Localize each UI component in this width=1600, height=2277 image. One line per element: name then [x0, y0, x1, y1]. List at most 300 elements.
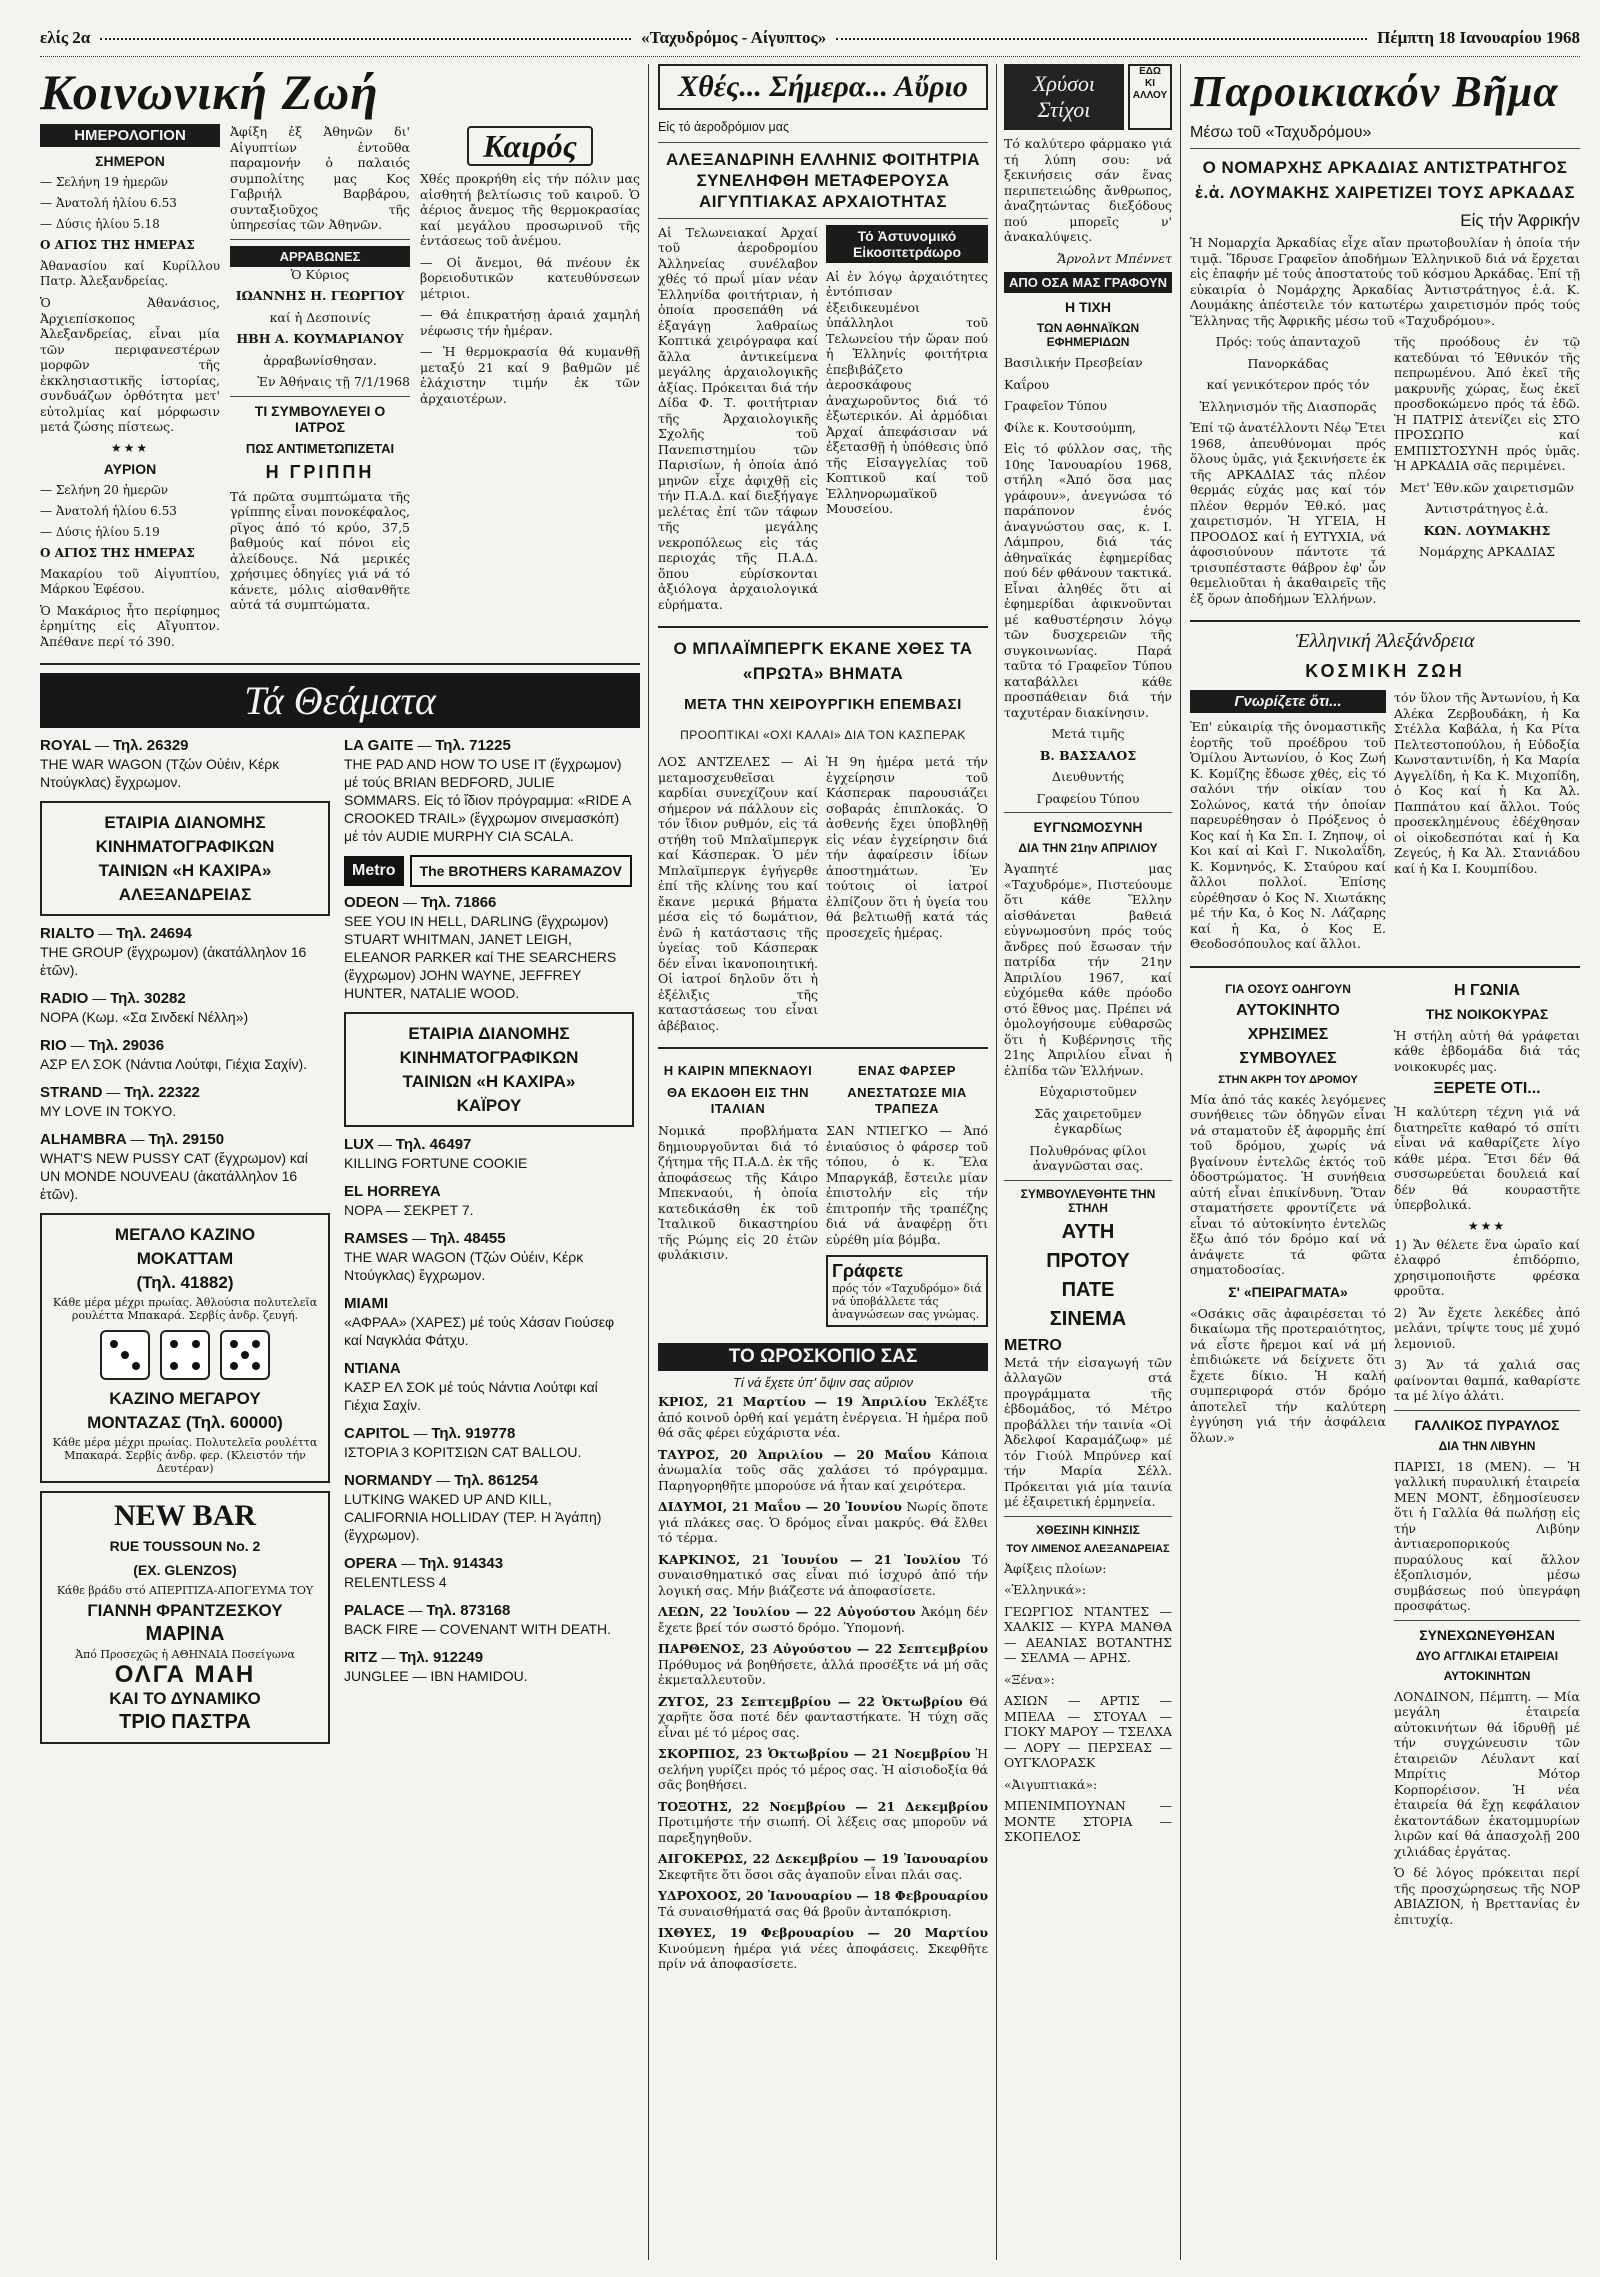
casino-phone: (Τηλ. 41882) [136, 1273, 234, 1292]
cinema-head-2: ΑΥΤΗ [1061, 1220, 1115, 1243]
theatre-film: LUTKING WAKED UP AND KILL, CALIFORNIA HOLLIDAY (ΤΕΡ. Η Ἀγάπη) (ἔγχρωμον). [344, 1491, 602, 1543]
almanac-heading: ΗΜΕΡΟΛΟΓΙΟΝ [40, 124, 220, 147]
knowing-body: Ἡ καλύτερη τέχνη γιά νά διατηρεῖτε καθαρό τό σπίτι εἶναι νά καθαρίζετε λίγο κάθε μέρα. Ἔτσι δέν θά συσσωρεύεται δουλειά καί δέν θά κουραστῆτε ὑπερβολικά. [1394, 1104, 1580, 1212]
engagement-line-2: ΙΩΑΝΝΗΣ Η. ΓΕΩΡΓΙΟΥ [235, 288, 405, 303]
kahira-line: ΚΙΝΗΜΑΤΟΓΡΑΦΙΚΩΝ [399, 1048, 579, 1067]
new-bar-ad [40, 1491, 330, 1744]
horoscope-entry [658, 1394, 988, 1441]
france-head-1: ΓΑΛΛΙΚΟΣ ΠΥΡΑΥΛΟΣ [1414, 1416, 1560, 1433]
bar-trio: ΚΑΙ ΤΟ ΔΥΝΑΜΙΚΟ [109, 1689, 261, 1708]
almanac-tomorrow-line-1: — Σελήνη 20 ἡμερῶν [40, 482, 169, 497]
theatre-name: LA GAITE [344, 737, 414, 754]
theatre-tel: Τηλ. 29150 [148, 1131, 225, 1148]
theatre-name: RIO [40, 1037, 67, 1054]
letter-to-2: Καΐρου [1004, 376, 1050, 392]
theatre-listing: RIALTO — Τηλ. 24694 THE GROUP (ἔγχρωμον) (ἀκατάλληλον 16 ἐτῶν). [40, 925, 307, 978]
cars-head-3: ΑΥΤΟΚΙΝΗΤΩΝ [1443, 1668, 1531, 1683]
port-line-3: «Ξένα»: [1004, 1671, 1055, 1687]
student-article-body: Αἱ Τελωνειακαί Ἀρχαί τοῦ ἀεροδρομίου Ἀλληνείας συνέλαβον χθές τό πρωΐ μίαν νέαν Ἑλληνίδα φοιτήτριαν, ἡ ὁποία προσεπάθη νά ἐξαγάγῃ λαθραίως Κοπτικά χειρόγραφα καί ἄλλα ἀντικείμενα μεγάλης ἀρχαιολογικῆς ἀξίας. Πρόκειται διά τήν Δίδα Φ. Τ. φοιτήτριαν τῆς Ἀρχαιολογικῆς Σχολῆς τοῦ Πανεπιστημίου τῶν Παρισίων, ἡ ὁποία ἀπό μηνῶν εἶχε ἀφιχθῇ εἰς τήν Π.Α.Δ. καί διεξήγαγε μελέτας ἐπί τῶν τάφων τῆς μεγάλης νεκροπόλεως εἰς τάς περιοχάς τῆς Π.Α.Δ. ὅπου εὑρίσκονται ἀξιόλογα ἀρχαιολογικά εὑρήματα. [658, 224, 818, 612]
corner-box-line: ΚΙ [1145, 78, 1155, 89]
golden-verse-author: Ἄρνολντ Μπέννετ [1057, 250, 1172, 266]
bar-with: ΜΑΡΙΝΑ [145, 1623, 225, 1645]
horoscope-text: Κάποια ἀνωμαλία τοῦς σᾶς χαλάσει τό πρόγραμμα. Παρηγορηθῆτε μπορούσε νά ἦταν καί χειρότερα. [658, 1446, 988, 1493]
die-icon [160, 1330, 210, 1380]
bar-address: (EX. GLENZOS) [133, 1562, 237, 1578]
column-rule [648, 64, 649, 2260]
theatre-tel: Τηλ. 912249 [399, 1649, 484, 1666]
loumakis-sig-2: Ἀντιστράτηγος ἐ.ἀ. [1425, 501, 1549, 516]
headline-student: ΑΛΕΞΑΝΔΡΙΝΗ ΕΛΛΗΝΙΣ ΦΟΙΤΗΤΡΙΑ ΣΥΝΕΛΗΦΘΗ ΜΕΤΑΦΕΡΟΥΣΑ ΑΙΓΥΠΤΙΑΚΑΣ ΑΡΧΑΙΟΤΗΤΑΣ [665, 149, 980, 211]
engagement-line-4: ΗΒΗ Α. ΚΟΥΜΑΡΙΑΝΟΥ [236, 331, 404, 346]
engagement-line-5: ἀρραβωνίσθησαν. [263, 352, 377, 368]
theatre-name: EL HORREYA [344, 1183, 441, 1200]
thanks-subheading: ΔΙΑ ΤΗΝ 21ην ΑΠΡΙΛΙΟΥ [1018, 841, 1158, 855]
port-line-4: ΑΣΙΩΝ — ΑΡΤΙΣ — ΜΠΕΛΑ — ΣΤΟΥΑΛ — ΓΙΟΚΥ ΜΑΡΟΥ — ΤΣΕΛΧΑ — ΛΟΡΥ — ΠΕΡΣΕΑΣ — ΟΥΓΚΛΟΡΑΣΚ [1004, 1693, 1172, 1770]
weather-text: Χθές προκρήθη εἰς τήν πόλιν μας αἰσθητή βελτίωσις τοῦ καιροῦ. Ὁ ἀέριος ἄνεμος τῆς θερμοκρασίας καί μεγάλου προσωρινοῦ τῆς ἐντάσεως τοῦ ἀνέμου. [420, 171, 640, 248]
letter-greeting: Φίλε κ. Κουτσούμπη, [1004, 419, 1137, 435]
kahira-line: ΚΑΪΡΟΥ [456, 1096, 522, 1115]
masthead [40, 20, 1580, 57]
theatre-tel: Τηλ. 873168 [426, 1602, 511, 1619]
horoscope-entry [658, 1641, 988, 1688]
kahira-ad-cairo [344, 1012, 634, 1127]
drivers-head-2: ΑΥΤΟΚΙΝΗΤΟ [1236, 1001, 1340, 1019]
theatre-name: LUX [344, 1136, 374, 1153]
metro-label: METRO [1004, 1336, 1062, 1354]
horoscope-text: Τά συναισθήματά σας θά βροῦν ἀνταπόκριση. [658, 1903, 952, 1919]
social-body: Ἐπ' εὐκαιρίᾳ τῆς ὀνομαστικῆς ἑορτῆς τοῦ προέδρου τοῦ Ὁμίλου Ἀντωνίου, ὁ Κος Ζωή Κ. Κομίζης ἔδωσε χθές, εἰς τό σαλόνι τήν οἰκίαν του Σολώνος, κατά τήν ὁποίαν παρευρέθησαν ὁ Πρόξενος ὁ Κος καί ἡ Κα Σπ. Ι. Ζηποψ, οἱ Κοι καί αἱ Καὶ Γ. Νικολαΐδη, Κ. Κομνηνός, Κ. Σταύρου καί ἄλλοι πολλοί. Ἐπίσης εὑρέθησαν ὁ Κος Ν. Χιωτάκης μέ τήν Κα, ὁ Κος Ν. Λάζαρης καί ἡ Κα, ὁ Κος Ε. Θεοδοσόπουλος καί ἄλλοι. [1190, 719, 1386, 951]
horoscope-entry [658, 1888, 988, 1919]
write-to-us-box [826, 1255, 988, 1327]
engagement-line-6: Ἐν Ἀθήναις τῇ 7/1/1968 [257, 374, 410, 389]
theatres-right [344, 736, 634, 1752]
weather [420, 124, 640, 655]
horoscope-sign: ΣΚΟΡΠΙΟΣ, 23 Ὀκτωβρίου — 21 Νοεμβρίου [658, 1746, 971, 1761]
separator-stars: ★★★ [1467, 1218, 1507, 1233]
metro-badge: Metro [344, 856, 404, 886]
letter-title-1: Η ΤΙΧΗ [1065, 299, 1111, 315]
column-letters [1004, 64, 1172, 2260]
weather-line-2: — Θά ἐπικρατήσῃ ἀραιά χαμηλή νέφωσις τήν ἡμέραν. [420, 307, 640, 338]
drivers-experiment-body: «Οσάκις σᾶς ἀφαιρέσεται τό δικαίωμα τῆς προτεραιότητος, νά εἶστε ἤρεμοι καί νά μή ἐπιδιώκετε νά δείχνετε ὅτι ἔχετε δίκιο. Ἡ καλή συμπεριφορά στόν δρόμο ἀποτελεῖ τήν καλύτερη ἐγγύηση γιά τήν ἀσφάλεια ὅλων.» [1190, 1305, 1386, 1445]
housewife-head-2: ΤΗΣ ΝΟΙΚΟΚΥΡΑΣ [1425, 1005, 1549, 1022]
write-to-us-text: πρός τόν «Ταχυδρόμο» διά νά ὑποβάλλετε τάς ἀναγνώσεων σας γνώμας. [832, 1282, 982, 1321]
golden-verses-title: Χρύσοι Στίχοι [1004, 64, 1124, 130]
theatre-listing: LUX — Τηλ. 46497 KILLING FORTUNE COOKIE [344, 1136, 528, 1171]
port-line-6: ΜΠΕΝΙΜΠΟΥΝΑΝ — ΜΟΝΤΕ ΣΤΟΡΙΑ — ΣΚΟΠΕΛΟΣ [1004, 1798, 1172, 1844]
theatre-listing: OPERA — Τηλ. 914343 RELENTLESS 4 [344, 1555, 504, 1590]
engagements-heading: ΑΡΡΑΒΩΝΕΣ [230, 246, 410, 267]
horoscope-entry [658, 1499, 988, 1546]
engagement-line-3: καί ἡ Δεσποινίς [269, 309, 371, 325]
drivers-head-3: ΧΡΗΣΙΜΕΣ [1247, 1025, 1329, 1043]
port-line-2: ΓΕΩΡΓΙΟΣ ΝΤΑΝΤΕΣ — ΧΑΛΚΙΣ — ΚΥΡΑ ΜΑΝΘΑ — ΑΕΑΝΙΑΣ ΒΟΤΑΝΤΗΣ — ΣΕΛΜΑ — ΑΡΗΣ. [1004, 1603, 1172, 1665]
port-arrivals-label: Ἀφίξεις πλοίων: [1004, 1560, 1107, 1576]
theatre-tel: Τηλ. 46497 [395, 1136, 472, 1153]
theatre-tel: Τηλ. 914343 [419, 1555, 504, 1572]
casino2-text: Κάθε μέρα μέχρι πρωίας. Πολυτελεῖα ρουλέττα Μπακαρά. Σερβίς ἀνδρ. φερ. (Κλειστόν τήν Δευτέραν) [52, 1436, 318, 1475]
almanac-tomorrow-label: ΑΥΡΙΟΝ [103, 460, 157, 477]
port-line-5: «Ἀιγυπτιακά»: [1004, 1776, 1098, 1792]
horoscope-subtitle: Τί νά ἔχετε ὑπ' ὄψιν σας αὔριον [732, 1375, 914, 1390]
theatre-listing: RAMSES — Τηλ. 48455 THE WAR WAGON (Τζών Οὐέιν, Κέρκ Ντούγκλας) ἔγχρωμον. [344, 1230, 584, 1283]
casino2-name: ΚΑΖΙΝΟ ΜΕΓΑΡΟΥ [109, 1389, 261, 1408]
weather-line-3: — Ἡ θερμοκρασία θά κυμανθῇ μεταξύ 21 καί 9 βαθμῶν μέ ἐλάχιστην τιμήν ἐκ τῶν ἀρχαιοτέρων. [420, 344, 640, 406]
theatre-name: CAPITOL [344, 1425, 410, 1442]
horoscope-entry [658, 1799, 988, 1846]
community-subtitle: Μέσω τοῦ «Ταχυδρόμου» [1190, 124, 1372, 141]
knowing-item-1: 1) Ἄν θέλετε ἕνα ὡραῖο καί ἐλαφρό ἐπιδόρπιο, χρησιμοποιῆστε φρέσκα φροῦτα. [1394, 1236, 1580, 1298]
horoscope-text: Πρόθυμος νά βοηθήσετε, ἀλλά προσέξτε νά μή σᾶς ἐκμεταλλευτοῦν. [658, 1656, 988, 1687]
loumakis-to-1: Πρός: τούς ἀπανταχοῦ [1215, 334, 1361, 349]
letter-to-3: Γραφεῖον Τύπου [1004, 398, 1107, 413]
bar-with2: Ἀπό Προσεχῶς ἡ ΑΘΗΝΑΙΑ Ποσείγωνα [75, 1648, 295, 1661]
theatre-name: NORMANDY [344, 1472, 433, 1489]
corner-box-line: ΕΔΩ [1139, 66, 1161, 77]
horoscope-list [658, 1394, 988, 1972]
theatre-name: PALACE [344, 1602, 405, 1619]
masthead-rule [100, 37, 631, 40]
knowing-item-2: 2) Ἄν ἔχετε λεκέδες ἀπό μελάνι, τρίψτε τους μέ χυμό λεμονιοῦ. [1394, 1304, 1580, 1351]
section-alexandria: Ἑλληνική Ἀλεξάνδρεια [1295, 630, 1475, 652]
theatre-tel: Τηλ. 30282 [110, 990, 186, 1007]
headline-loumakis-sub: Εἰς τήν Ἀφρικήν [1460, 211, 1580, 230]
horoscope-sign: ΛΕΩΝ, 22 Ἰουλίου — 22 Αὐγούστου [658, 1604, 916, 1619]
kahira-line: ΕΤΑΙΡΙΑ ΔΙΑΝΟΜΗΣ [408, 1024, 570, 1043]
theatre-name: RAMSES [344, 1230, 409, 1247]
weather-title: Καιρός [467, 126, 593, 166]
karamazov-title: The BROTHERS KARAMAZOV [410, 855, 632, 887]
headline-caireen-2: ΘΑ ΕΚΔΟΘΗ ΕΙΣ ΤΗΝ ΙΤΑΛΙΑΝ [667, 1085, 809, 1116]
theatre-film: ΙΣΤΟΡΙΑ 3 ΚΟΡΙΤΣΙΩΝ CAT BALLOU. [344, 1444, 582, 1460]
theatre-tel: Τηλ. 861254 [454, 1472, 539, 1489]
newspaper-name: «Ταχυδρόμος - Αίγυπτος» [641, 28, 827, 47]
cinema-body: Μετά τήν εἰσαγωγή τῶν ἀλλαγῶν στά προγράμματα τῆς ἑβδομάδος, τό Μέτρο προβάλλει τήν ταινία «Οἱ Ἀδελφοί Καραμάζωφ» μέ τόν Γιούλ Μπρύνερ καί τήν Μαρία Σέλλ. Πρόκειται γιά μία ταινία μέ ἐξαιρετική ἐρμηνεία. [1004, 1354, 1172, 1509]
blaiberg-body: ΛΟΣ ΑΝΤΖΕΛΕΣ — Αἱ μεταμοσχευθεῖσαι καρδίαι συνεχίζουν καί σήμερον νά πάλλουν εἰς τόν ἴδιον ρυθμόν, εἰς τά στήθη τοῦ Μπλαϊμπεργκ καί Κάσπερακ. Ὁ μέν Μπλαϊμπεργκ ἐγήγερθε ἐπί τῆς κλίνης του καί ἔκανε μερικά βήματα μέσα εἰς τό δωμάτιον, ἐνῶ ἡ κατάστασις τῆς ὑγείας τοῦ Κάσπερακ δέν εἶναι ἱκανοποιητική. Οἱ ἰατροί δηλοῦν ὅτι ἡ ἐξέλιξις τῆς καταστάσεως του εἶναι ἀβέβαιος. [658, 754, 818, 1033]
headline-prankster-1: ΕΝΑΣ ΦΑΡΣΕΡ [858, 1063, 956, 1078]
write-to-us-title: Γράφετε [832, 1261, 904, 1281]
thanks-heading: ΕΥΓΝΩΜΟΣΥΝΗ [1033, 819, 1143, 835]
theatre-film: SEE YOU IN HELL, DARLING (ἔγχρωμον) STUART WHITMAN, JANET LEIGH, ELEANOR PARKER καί THE SEARCHERS (ἔγχρωμον) JOHN WAYNE, JEFFREY HUNTER, NATALIE WOOD. [344, 913, 617, 1001]
kahira-line: ΕΤΑΙΡΙΑ ΔΙΑΝΟΜΗΣ [104, 813, 266, 832]
theatre-film: WHAT'S NEW PUSSY CAT (ἔγχρωμον) καί UN MONDE NOUVEAU (ἀκατάλληλον 16 ἐτῶν). [40, 1150, 308, 1202]
engagement-line-1: Ὁ Κύριος [290, 266, 350, 282]
theatre-film: THE GROUP (ἔγχρωμον) (ἀκατάλληλον 16 ἐτῶν). [40, 944, 307, 978]
column-rule [996, 64, 997, 2260]
bar-star: ΟΛΓΑ ΜΑΗ [114, 1661, 256, 1688]
horoscope-sign: ΤΑΥΡΟΣ, 20 Ἀπριλίου — 20 Μαΐου [658, 1446, 931, 1462]
france-body: ΠΑΡΙΣΙ, 18 (ΜΕΝ). — Ἡ γαλλική πυραυλική ἑταιρεία ΜΕΝ ΜΟΝΤ, ἐδημοσίευσεν ὅτι ἡ Γαλλία θά πωλήσῃ εἰς τήν Λιβύην ἀντιαεροπορικούς πυραύλους καί ἄλλον ἐξοπλισμόν, μέσω συμβάσεως πού ὑπεγράφη προσφάτως. [1394, 1458, 1580, 1613]
housewife-head-1: Η ΓΩΝΙΑ [1454, 981, 1520, 999]
letter-sig-1: Μετά τιμῆς [1051, 726, 1125, 741]
thanks-sig-2: Σᾶς χαιρετοῦμεν ἐγκαρδίως [1034, 1105, 1142, 1136]
cinema-head-5: ΣΙΝΕΜΑ [1049, 1307, 1127, 1330]
drivers-experiment-head: Σ' «ΠΕΙΡΑΓΜΑΤΑ» [1228, 1283, 1348, 1300]
bar-artist: ΓΙΑΝΝΗ ΦΡΑΝΤΖΕΣΚΟΥ [87, 1601, 283, 1620]
theatre-name: RIALTO [40, 925, 95, 942]
horoscope-sign: ΔΙΔΥΜΟΙ, 21 Μαΐου — 20 Ἰουνίου [658, 1499, 902, 1514]
theatre-listing: RITZ — Τηλ. 912249 JUNGLEE — IBN HAMIDOU. [344, 1649, 528, 1684]
masthead-rule [836, 37, 1367, 40]
doctor-heading: ΤΙ ΣΥΜΒΟΥΛΕΥΕΙ Ο ΙΑΤΡΟΣ [254, 402, 386, 435]
horoscope-text: Ἀκόμη δέν ἔχετε βρεί τόν σωστό δρόμο. Ὑπομονή. [658, 1604, 988, 1635]
social-heading: ΚΟΣΜΙΚΗ ΖΩΗ [1305, 661, 1465, 681]
almanac-today-saint: Ἀθανασίου καί Κυρίλλου Πατρ. Ἀλεξανδρείας. [40, 259, 220, 288]
bar-text: Κάθε βράδυ στό ΑΠΕΡΙΤΙΖΑ-ΑΠΟΓΕΥΜΑ ΤΟΥ [56, 1584, 314, 1597]
letter-sig-3: Διευθυντής [1051, 769, 1125, 784]
loumakis-sig-4: Νομάρχης ΑΡΚΑΔΙΑΣ [1418, 544, 1556, 559]
headline-blaiberg-sub: ΜΕΤΑ ΤΗΝ ΧΕΙΡΟΥΡΓΙΚΗ ΕΠΕΜΒΑΣΙ [684, 696, 962, 713]
casino-name: ΜΟΚΑΤΤΑΜ [136, 1249, 234, 1268]
theatre-tel: Τηλ. 919778 [431, 1425, 516, 1442]
section-title-community: Παροικιακόν Βῆμα [1190, 67, 1559, 116]
theatre-film: «ΑΦΡΑΑ» (ΧΑΡΕΣ) μέ τούς Χάσαν Γιούσεφ καί Ναγκλάα Φάτχυ. [344, 1314, 615, 1348]
horoscope-text: Θά χαρῆτε ὅσα ποτέ δέν φανταστήκατε. Ἡ τύχη σᾶς εἶναι μέ τό μέρος σας. [658, 1693, 988, 1740]
theatre-listing: ODEON — Τηλ. 71866 SEE YOU IN HELL, DARLING (ἔγχρωμον) STUART WHITMAN, JANET LEIGH, ELEANOR PARKER καί THE SEARCHERS (ἔγχρωμον) JOHN WAYNE, JEFFREY HUNTER, NATALIE WOOD. [344, 894, 617, 1001]
theatre-film: THE WAR WAGON (Τζών Οὐέιν, Κέρκ Ντούγκλας) ἔγχρωμον. [40, 756, 280, 790]
almanac-today-label: ΣΗΜΕΡΟΝ [95, 153, 165, 169]
theatre-listing [344, 1294, 634, 1349]
theatre-listing [344, 1182, 634, 1219]
horoscope-text: Ἐκλέξτε ἀπό κοινοῦ ὀρθή καί γεμάτη ἐνέργεια. Ἡ ἡμέρα ποῦ θά σᾶς φέρει εὐχάριστα νέα. [658, 1394, 988, 1440]
theatre-film: ΝΟΡΑ (Κωμ. «Σα Σινδεκί Νέλλη») [40, 1009, 249, 1025]
theatre-name: MIAMI [344, 1295, 389, 1312]
separator-stars: ★★★ [110, 440, 150, 455]
banner-yesterday-today: Χθές... Σήμερα... Αὔριο [658, 64, 988, 110]
student-article-body-2: Αἱ ἐν λόγῳ ἀρχαιότητες ἐντόπισαν ἐξειδικευμένοι ὑπάλληλοι τοῦ Τελωνείου τήν ὥραν πού ἡ Ἑλληνίς φοιτήτρια ἐπεβιβάζετο ἀεροσκάφους ἀναχωροῦντος διά τό ἐξωτερικόν. Αἱ ἀρμόδιαι Ἀρχαί ἀπεφάσισαν νά ἐξετασθῇ ἡ ὑπόθεσις ὑπό τῆς Εἰσαγγελίας τοῦ Κοπτικοῦ καί τοῦ Ἑλληνορωμαϊκοῦ Μουσείου. [826, 268, 988, 516]
theatre-name: ΝΤΙΑΝΑ [344, 1360, 401, 1377]
theatre-name: OPERA [344, 1555, 398, 1572]
column-community [1190, 64, 1580, 2260]
cars-body-2: Ὁ δέ λόγος πρόκειται περί τῆς προσχώρησεως τῆς NOP ABIAZION, ἡ Βρεττανίας ἐν ἐπιτυχίᾳ. [1394, 1865, 1580, 1927]
headline-blaiberg: Ο ΜΠΛΑΪΜΠΕΡΓΚ ΕΚΑΝΕ ΧΘΕΣ ΤΑ «ΠΡΩΤΑ» ΒΗΜΑΤΑ [673, 639, 973, 683]
almanac-tomorrow-line-3: — Δύσις ἡλίου 5.19 [40, 524, 160, 539]
theatre-listing [344, 1359, 634, 1414]
horoscope-sign: ΚΑΡΚΙΝΟΣ, 21 Ἰουνίου — 21 Ἰουλίου [658, 1551, 961, 1567]
almanac-tomorrow-saint-head: Ο ΑΓΙΟΣ ΤΗΣ ΗΜΕΡΑΣ [40, 545, 195, 560]
loumakis-sig-1: Μετ' Ἐθν.κῶν χαιρετισμῶν [1400, 479, 1574, 495]
horoscope-entry [658, 1447, 988, 1494]
theatre-name: STRAND [40, 1084, 103, 1101]
letter-sig-2: Β. ΒΑΣΣΑΛΟΣ [1039, 747, 1137, 763]
kahira-line: ΚΙΝΗΜΑΤΟΓΡΑΦΙΚΩΝ [95, 837, 275, 856]
casino-mokattam-ad [40, 1213, 330, 1483]
theatre-tel: Τηλ. 71866 [420, 894, 497, 911]
casino-name: ΜΕΓΑΛΟ ΚΑΖΙΝΟ [114, 1225, 256, 1244]
kahira-line: ΑΛΕΞΑΝΔΡΕΙΑΣ [118, 885, 252, 904]
theatres-left [40, 736, 330, 1752]
newspaper-page [40, 20, 1580, 2260]
theatre-listing: CAPITOL — Τηλ. 919778 ΙΣΤΟΡΙΑ 3 ΚΟΡΙΤΣΙΩΝ CAT BALLOU. [344, 1425, 582, 1460]
loumakis-to-2: Πανορκάδας [1247, 355, 1329, 371]
theatre-tel: Τηλ. 24694 [116, 925, 192, 942]
horoscope-title: ΤΟ ΩΡΟΣΚΟΠΙΟ ΣΑΣ [658, 1343, 988, 1371]
horoscope-entry [658, 1746, 988, 1793]
doctor-text: Τά πρῶτα συμπτώματα τῆς γρίππης εἶναι πονοκέφαλος, ρῖγος ἀπό τό κρύο, 37,5 βαθμούς καί πόνοι εἰς ἀλείδουςε. Νά μερικές χρήσιμες ὁδηγίες γιά νά τό κάνετε, μόλις αἰσθανθῆτε αὐτά τά συμπτώματα. [230, 488, 410, 612]
column-social-life [40, 64, 640, 2260]
theatre-tel: Τηλ. 71225 [435, 737, 511, 754]
theatre-listing: NORMANDY — Τηλ. 861254 LUTKING WAKED UP AND KILL, CALIFORNIA HOLLIDAY (ΤΕΡ. Η Ἀγάπη) (ἔγχρωμον). [344, 1472, 602, 1543]
bar-address: RUE TOUSSOUN No. 2 [109, 1538, 261, 1554]
theatre-listing: PALACE — Τηλ. 873168 BACK FIRE — COVENANT WITH DEATH. [344, 1602, 612, 1637]
headline-caireen-1: Η ΚΑΙΡΙΝ ΜΠΕΚΝΑΟΥΙ [663, 1063, 813, 1078]
horoscope-sign: ΠΑΡΘΕΝΟΣ, 23 Αὐγούστου — 22 Σεπτεμβρίου [658, 1641, 988, 1656]
section-title-social-life: Κοινωνική Ζωή [40, 64, 379, 120]
did-you-know-box: Γνωρίζετε ὅτι... [1190, 690, 1386, 713]
horoscope-sign: ΚΡΙΟΣ, 21 Μαρτίου — 19 Ἀπριλίου [658, 1394, 927, 1409]
kahira-line: ΤΑΙΝΙΩΝ «Η ΚΑΧΙΡΑ» [402, 1072, 576, 1091]
announcements [230, 124, 410, 655]
theatre-name: ROYAL [40, 737, 92, 754]
theatre-film: THE WAR WAGON (Τζών Οὐέιν, Κέρκ Ντούγκλας) ἔγχρωμον. [344, 1249, 584, 1283]
horoscope-entry [658, 1552, 988, 1599]
almanac-today-line-1: — Σελήνη 19 ἡμερῶν [40, 175, 169, 189]
housewife-subtitle: Ἡ στήλη αὐτή θά γράφεται κάθε ἑβδομάδα διά τάς νοικοκυρές μας. [1394, 1027, 1580, 1074]
die-icon [100, 1330, 150, 1380]
knowing-head: ΞΕΡΕΤΕ ΟΤΙ... [1433, 1080, 1541, 1097]
headline-loumakis: Ο ΝΟΜΑΡΧΗΣ ΑΡΚΑΔΙΑΣ ΑΝΤΙΣΤΡΑΤΗΓΟΣ ἐ.ἀ. ΛΟΥΜΑΚΗΣ ΧΑΙΡΕΤΙΖΕΙ ΤΟΥΣ ΑΡΚΑΔΑΣ [1194, 158, 1576, 202]
here-and-elsewhere-box [1128, 64, 1172, 130]
horoscope-text: Ἡ σελήνη γυρίζει πρός τό μέρος σας. Ἡ αἰσιοδοξία θά σᾶς βοηθήσει. [658, 1746, 988, 1792]
horoscope-text: Προτιμήστε τήν σιωπή. Οἱ λέξεις σας μποροῦν νά παρεξηγηθοῦν. [658, 1814, 988, 1845]
dice-illustration [48, 1330, 322, 1380]
drivers-head-4: ΣΥΜΒΟΥΛΕΣ [1239, 1049, 1337, 1067]
theatre-listing: LA GAITE — Τηλ. 71225 THE PAD AND HOW TO USE IT (ἔγχρωμον) μέ τούς BRIAN BEDFORD, JULIE SOMMARS. Εἰς τό ἴδιον πρόγραμμα: «RIDE A CROOKED TRAIL» (ἔγχρωμον σινεμασκόπ) μέ τόν AUDIE MURPHY CIA SCALA. [344, 737, 631, 844]
letter-to-1: Βασιλικήν Πρεσβείαν [1004, 355, 1143, 370]
theatre-name: ODEON [344, 894, 400, 911]
cinema-head-1: ΣΥΜΒΟΥΛΕΥΘΗΤΕ ΤΗΝ ΣΤΗΛΗ [1020, 1186, 1156, 1215]
theatre-tel: Τηλ. 26329 [112, 737, 189, 754]
port-heading-1: ΧΘΕΣΙΝΗ ΚΙΝΗΣΙΣ [1036, 1522, 1140, 1537]
theatre-tel: Τηλ. 29036 [88, 1037, 165, 1054]
letter-sig-4: Γραφείου Τύπου [1036, 790, 1140, 806]
corner-box-line: ΑΛΛΟΥ [1132, 90, 1168, 101]
prankster-body: ΣΑΝ ΝΤΙΕΓΚΟ — Ἀπό ἐνιαύσιος ὁ φάρσερ τοῦ τόπου, ὁ κ. Ἔλα Μπαργκάβ, ἔστειλε μίαν ἐπιστολήν εἰς τήν ἐπιτροπήν τῆς τραπέζης διά νά ἀναφέρῃ ὅτι εὑρέθη μία βόμβα. [826, 1123, 988, 1247]
arrival-notice: Ἀφίξη ἐξ Ἀθηνῶν δι' Αἰγυπτίων ἐντοῦθα παραμονήν ὁ παλαιός συμπολίτης μας Κος Γαβριήλ Βαρβάρου, συνταξιοῦχος τῆς ὑπηρεσίας τῶν Ἀθηνῶν. [230, 124, 410, 232]
kahira-line: ΤΑΙΝΙΩΝ «Η ΚΑΧΙΡΑ» [98, 861, 272, 880]
horoscope-entry [658, 1925, 988, 1972]
almanac-today-text: Ὁ Ἀθανάσιος, Ἀρχιεπίσκοπος Ἀλεξανδρείας, εἶναι μία τῶν περιφανεστέρων μορφῶν τῆς ἐκκλησιαστικῆς ἱστορίας, συνδυάζων ὀρθότητα μετ' εὐτολμίας καί μόρφωσιν μετά ζώσης πίστεως. [40, 295, 220, 434]
column-news [658, 64, 988, 2260]
loumakis-letter: Ἐπί τῷ ἀνατέλλοντι Νέῳ Ἔτει 1968, ἀπευθύνομαι πρός ὅλους ὑμᾶς, γιά ξεκινήσετε ἐκ τῆς ΑΡΚΑΔΙΑΣ τάς πλέον θερμάς εὐχάς μας καί τόν πλέον θερμόν Ἐθ.κό. μας χαιρετισμόν. Ἡ ΥΓΕΙΑ, Η ΠΡΟΟΔΟΣ καί ἡ ΕΥΤΥΧΙΑ, νά ἀφοσιούνουν πάντοτε τά τρισυπέσταστε θάβρον ἐφ' ὧν θεμελιοῦται ἡ ἀκαθαιρεῖς τῆς ἐξ ὅρων ἀποδήμων Ἑλλήνων. [1190, 420, 1386, 606]
theatre-film: THE PAD AND HOW TO USE IT (ἔγχρωμον) μέ τούς BRIAN BEDFORD, JULIE SOMMARS. Εἰς τό ἴδιον πρόγραμμα: «RIDE A CROOKED TRAIL» (ἔγχρωμον σινεμασκόπ) μέ τόν AUDIE MURPHY CIA SCALA. [344, 756, 631, 844]
headline-prankster-2: ΑΝΕΣΤΑΤΩΣΕ ΜΙΑ ΤΡΑΠΕΖΑ [847, 1085, 967, 1116]
theatre-name: ALHAMBRA [40, 1131, 127, 1148]
issue-date: Πέμπτη 18 Ιανουαρίου 1968 [1377, 28, 1580, 47]
theatre-film: KILLING FORTUNE COOKIE [344, 1155, 528, 1171]
theatre-listing: RIO — Τηλ. 29036 ΑΣΡ ΕΛ ΣΟΚ (Νάντια Λούτφι, Γιέχια Σαχίν). [40, 1037, 308, 1072]
bar-name: NEW BAR [114, 1499, 256, 1532]
knowing-item-3: 3) Ἄν τά χαλιά σας φαίνονται θαμπά, καθαρίστε τα μέ λίγο ἀλάτι. [1394, 1357, 1580, 1403]
horoscope-text: Νωρίς ὅποτε γιά πλάκες σας. Ὁ δρόμος εἶναι μακρύς. Θά ἔλθει τό τέρμα. [658, 1499, 988, 1545]
loumakis-to-3: καί γενικότερον πρός τόν [1206, 377, 1370, 392]
theatre-film: MY LOVE IN TOKYO. [40, 1103, 177, 1119]
theatre-film: JUNGLEE — IBN HAMIDOU. [344, 1668, 528, 1684]
cinema-head-4: ΠΑΤΕ [1061, 1278, 1115, 1301]
cars-head-1: ΣΥΝΕΧΩΝΕΥΘΗΣΑΝ [1419, 1626, 1555, 1643]
thanks-body: Ἀγαπητέ μας «Ταχυδρόμε», Πιστεύουμε ὅτι κάθε Ἕλλην αἰσθάνεται βαθειά εὐγνωμοσύνη πρός τούς ἄνδρες πού ἔσωσαν τήν πατρίδα τήν 21ην Ἀπριλίου 1967, καί εὐχόμεθα κάθε πρόοδο στό ἔθνος μας. Πρέπει νά ὁμολογήσουμε εὐθαρσῶς ὅτι ἡ Κυβέρνησις τῆς 21ης Ἀπριλίου εἶναι ἡ ἐλπίδα τῶν Ἑλλήνων. [1004, 861, 1172, 1078]
loumakis-to-4: Ἑλληνισμόν τῆς Διασπορᾶς [1199, 398, 1377, 414]
horoscope-sign: ΤΟΞΟΤΗΣ, 22 Νοεμβρίου — 21 Δεκεμβρίου [658, 1798, 988, 1814]
theatre-name: RITZ [344, 1649, 378, 1666]
social-body-2: τόν ὕλον τῆς Ἀντωνίου, ἡ Κα Αλέκα Ζερβουδάκη, ἡ Κα Στέλλα Καβάλα, ἡ Κα Ρίτα Πελτεστοπούλου, ἡ Εὐδοξία Κωνσταντινίδη, ἡ Κα Μαρία Αγγελίδη, ἡ Κα Κ. Μιχοπίδη, ὁ Κος καί ἡ Κα Ἀλ. Παππάτου καί ἄλλοι. Τούς προσεκλημένους ἐδέχθησαν οἱ οἰκοδεσπόται καί ἡ Κα Ζεγεύς, ἡ Κα Ἀλ. Στανιάδου καί ἡ Κα Ι. Κουμπίδου. [1394, 690, 1580, 876]
airport-kicker: Εἰς τό ἀεροδρόμιον μας [658, 120, 789, 134]
drivers-subheading: ΣΤΗΝ ΑΚΡΗ ΤΟΥ ΔΡΟΜΟΥ [1218, 1073, 1358, 1086]
cinema-head-3: ΠΡΟΤΟΥ [1046, 1249, 1130, 1272]
theatres-banner: Τά Θεάματα [40, 673, 640, 728]
thanks-sig-1: Εὐχαριστοῦμεν [1039, 1084, 1137, 1099]
horoscope-sign: ΥΔΡΟΧΟΟΣ, 20 Ἰανουαρίου — 18 Φεβρουαρίου [658, 1888, 988, 1903]
casino-text: Κάθε μέρα μέχρι πρωίας. Ἀθλούσια πολυτελεῖα ρουλέττα Μπακαρά. Σερβίς ἀνδρ. ζευγή. [52, 1296, 318, 1322]
letter-title-2: ΤΩΝ ΑΘΗΝΑΪΚΩΝ ΕΦΗΜΕΡΙΔΩΝ [1036, 321, 1140, 349]
horoscope-sign: ΙΧΘΥΕΣ, 19 Φεβρουαρίου — 20 Μαρτίου [658, 1925, 988, 1940]
kahira-ad-alexandria [40, 801, 330, 916]
almanac-tomorrow-saint: Μακαρίου τοῦ Αἰγυπτίου, Μάρκου Ἐφέσου. [40, 566, 220, 596]
theatre-name: RADIO [40, 990, 89, 1007]
loumakis-body: Ἡ Νομαρχία Ἀρκαδίας εἶχε αἴαν πρωτοβουλίαν ἡ ὁποία τήν τιμᾷ. Ἵδρυσε Γραφεῖον ἀποδήμων Ἑλληνικοῦ διά νά ἔρχεται εἰς ἐπαφήν μέ τούς ἀποστατούς τοῦ κόσμου Ἀρκάδας. Ἐπί τῇ εὐκαιρία ὁ Νομάρχης Ἀρκαδίας Ἀντιστράτηγος ἐ.ἀ. Κ. Λουμάκης ἀπέστειλε τόν κατωτέρω χαιρετισμόν πρός τούς Ἕλληνας τῆς Ἀφρικῆς μέσω τοῦ «Ταχυδρόμου». [1190, 235, 1580, 328]
headline-blaiberg-sub2: ΠΡΟΟΠΤΙΚΑΙ «ΟΧΙ ΚΑΛΑΙ» ΔΙΑ ΤΟΝ ΚΑΣΠΕΡΑΚ [680, 728, 966, 742]
theatre-listing: ALHAMBRA — Τηλ. 29150 WHAT'S NEW PUSSY CAT (ἔγχρωμον) καί UN MONDE NOUVEAU (ἀκατάλληλον 16 ἐτῶν). [40, 1131, 308, 1202]
doctor-subheading: ΠΩΣ ΑΝΤΙΜΕΤΩΠΙΖΕΤΑΙ [245, 440, 395, 456]
horoscope-text: Σκεφτῆτε ὅτι ὅσοι σᾶς ἀγαποῦν εἶναι πλάι σας. [658, 1866, 963, 1882]
horoscope-sign: ΑΙΓΟΚΕΡΩΣ, 22 Δεκεμβρίου — 19 Ἰανουαρίου [658, 1851, 988, 1866]
drivers-head-1: ΓΙΑ ΟΣΟΥΣ ΟΔΗΓΟΥΝ [1225, 981, 1351, 996]
horoscope-entry [658, 1604, 988, 1635]
loumakis-letter-side: τῆς προόδους ἐν τῷ κατεδύναι τό Ἐθνικόν τῆς πεπρωμένου. Ἀπό ἐκεῖ τῆς μακρυνῆς χώρας, ἔως ἐκεῖ προσδοκώμενο πρός τά ἐδῶ. Ἡ ΠΑΤΡΙΣ ἀτενίζει εἰς ΣΤΟ ΠΡΟΣΩΠΟ καί ΕΜΠΙΣΤΟΣΥΝΗ πρός ὑμᾶς. Ἡ ΑΡΚΑΔΙΑ σᾶς περιμένει. [1394, 334, 1580, 473]
page-number: ελίς 2α [40, 28, 91, 47]
loumakis-sig-3: ΚΩΝ. ΛΟΥΜΑΚΗΣ [1423, 522, 1551, 538]
horoscope-entry [658, 1851, 988, 1882]
theatre-listing: RADIO — Τηλ. 30282 ΝΟΡΑ (Κωμ. «Σα Σινδεκί Νέλλη») [40, 990, 249, 1025]
horoscope-sign: ΖΥΓΟΣ, 23 Σεπτεμβρίου — 22 Ὀκτωβρίου [658, 1693, 963, 1709]
cars-head-2: ΔΥΟ ΑΓΓΛΙΚΑΙ ΕΤΑΙΡΕΙΑΙ [1415, 1648, 1559, 1663]
almanac-today-line-3: — Δύσις ἡλίου 5.18 [40, 217, 160, 231]
doctor-topic: Η ΓΡΙΠΠΗ [265, 461, 375, 482]
horoscope-entry [658, 1694, 988, 1741]
drivers-body: Μία ἀπό τάς κακές λεγόμενες συνήθειες τῶν ὁδηγῶν εἶναι νά σταματοῦν ἐξ ἀφορμῆς ἐπί τοῦ δρόμου, χωρίς νά βγαίνουν ἐντελῶς ἐκτός τοῦ ὁδοστρώματος. Ἡ συνήθεια αὐτή εἶναι ἐπικίνδυνη. Ὅταν σταματήσετε φροντίζετε νά εἶναι τό αὐτοκίνητο ἐντελῶς ἔξω ἀπό τόν δρόμο καί νά ἀνάψετε τά φῶτα σηματοδοσίας. [1190, 1091, 1386, 1277]
almanac-tomorrow-line-2: — Ἀνατολή ἡλίου 6.53 [40, 503, 177, 518]
column-rule [1180, 64, 1181, 2260]
thanks-sig-3: Πολυθρόνας φίλοι ἀναγνῶσται σας. [1029, 1142, 1147, 1173]
caireen-body: Νομικά προβλήματα δημιουργοῦνται διά τό ζήτημα τῆς Π.Α.Δ. ἐκ τῆς ἀποφάσεως τῆς Κάιρο Μπεκναούι, ἡ ὁποία κατεδικάσθη ἐκ τοῦ Ἰταλικοῦ δικαστηρίου τῆς Ρώμης εἰς 20 ἐτῶν φυλάκισιν. [658, 1123, 818, 1262]
port-line-1: «Ἑλληνικά»: [1004, 1582, 1087, 1597]
karamazov-ad [344, 855, 634, 887]
blaiberg-body-2: Ἡ 9η ἡμέρα μετά τήν ἐγχείρησιν τοῦ Κάσπερακ παρουσιάζει σοβαράς ἐπιπλοκάς. Ὁ ἀσθενής ἔχει ὑποβληθῇ εἰς νέαν ἐγχείρησιν διά τήν ἀφαίρεσιν ἰδίων ἀποστημάτων. Ἐν τούτοις οἱ ἰατροί ἐλπίζουν ὅτι ἡ ὑγεία του θά βελτιωθῇ κατά τάς προσεχεῖς ἡμέρας. [826, 754, 988, 940]
almanac-tomorrow-text: Ὁ Μακάριος ἦτο περίφημος ἐρημίτης εἰς Αἴγυπτον. Ἀπέθανε περί τό 390. [40, 602, 220, 649]
casino2-name: ΜΟΝΤΑΖΑΣ (Τηλ. 60000) [87, 1413, 283, 1432]
bar-trio: ΤΡΙΟ ΠΑΣΤΡΑ [119, 1711, 251, 1733]
port-heading-2: ΤΟΥ ΛΙΜΕΝΟΣ ΑΛΕΞΑΝΔΡΕΙΑΣ [1006, 1542, 1170, 1555]
horoscope-text: Κινούμενη ἡμέρα γιά νέες ἀποφάσεις. Σκεφθῆτε πρίν νά ἀποφασίσετε. [658, 1940, 988, 1971]
theatre-film: BACK FIRE — COVENANT WITH DEATH. [344, 1621, 612, 1637]
die-icon [220, 1330, 270, 1380]
theatre-film: ΝΟΡΑ — ΣΕΚΡΕΤ 7. [344, 1202, 474, 1218]
letters-heading: ΑΠΟ ΟΣΑ ΜΑΣ ΓΡΑΦΟΥΝ [1004, 272, 1172, 293]
theatre-listing: ROYAL — Τηλ. 26329 THE WAR WAGON (Τζών Οὐέιν, Κέρκ Ντούγκλας) ἔγχρωμον. [40, 737, 280, 790]
almanac-today-saint-head: Ο ΑΓΙΟΣ ΤΗΣ ΗΜΕΡΑΣ [40, 238, 195, 252]
weather-line-1: — Οἱ ἄνεμοι, θά πνέουν ἐκ βορειοδυτικῶν κατευθύνσεων μέτριοι. [420, 254, 640, 301]
letter-body: Εἰς τό φύλλον σας, τῆς 10ης Ἰανουαρίου 1968, στήλη «Ἀπό ὅσα μας γράφουν», ἀνεγνώσα τό παράπονον ἑνός ἀναγνώστου σας, κ. Ι. Λάμπρου, διά τάς ἀθηναϊκάς ἐφημερίδας πού δέν φθάνουν τακτικά. Εἶναι ἀληθές ὅτι αἱ ἐφημερίδαι ἀφικνοῦνται μέ καθυστέρησιν λόγῳ τῶν δυσχερειῶν τῆς συγκοινωνίας. Παρά ταῦτα τό Γραφεῖον Τύπου καταβάλλει κάθε προσπάθειαν διά τήν ταχυτέραν διακίνησιν. [1004, 441, 1172, 720]
theatre-film: ΚΑΣΡ ΕΛ ΣΟΚ μέ τούς Νάντια Λούτφι καί Γιέχια Σαχίν. [344, 1379, 598, 1413]
cars-body: ΛΟΝΔΙΝΟΝ, Πέμπτη. — Μία μεγάλη ἑταιρεία αὐτοκινήτων θά ἱδρυθῇ μέ τήν συγχώνευσιν τῶν ἑταιρειῶν Λέυλαντ καί Μπρίτις Μότορ Κορπορέισον. Ἡ νέα ἑταιρεία θά ἔχῃ κεφάλαιον ἐκατοντάδων ἑκατομμυρίων λιρῶν καί θά ἀπασχολῇ 200 χιλιάδας ἐργάτας. [1394, 1688, 1580, 1859]
theatre-film: ΑΣΡ ΕΛ ΣΟΚ (Νάντια Λούτφι, Γιέχια Σαχίν). [40, 1056, 308, 1072]
golden-verse: Τό καλύτερο φάρμακο γιά τή λύπη σου: νά ξεκινήσεις σάν ἕνας περιπετειώδης ἄνθρωπος, ἀναζητώντας διεξόδους πού μπορεῖς ν' ἀνακαλύψεις. [1004, 136, 1172, 244]
theatre-tel: Τηλ. 48455 [429, 1230, 506, 1247]
almanac [40, 124, 220, 655]
theatre-tel: Τηλ. 22322 [124, 1084, 200, 1101]
france-head-2: ΔΙΑ ΤΗΝ ΛΙΒΥΗΝ [1438, 1438, 1536, 1453]
theatre-film: RELENTLESS 4 [344, 1574, 447, 1590]
